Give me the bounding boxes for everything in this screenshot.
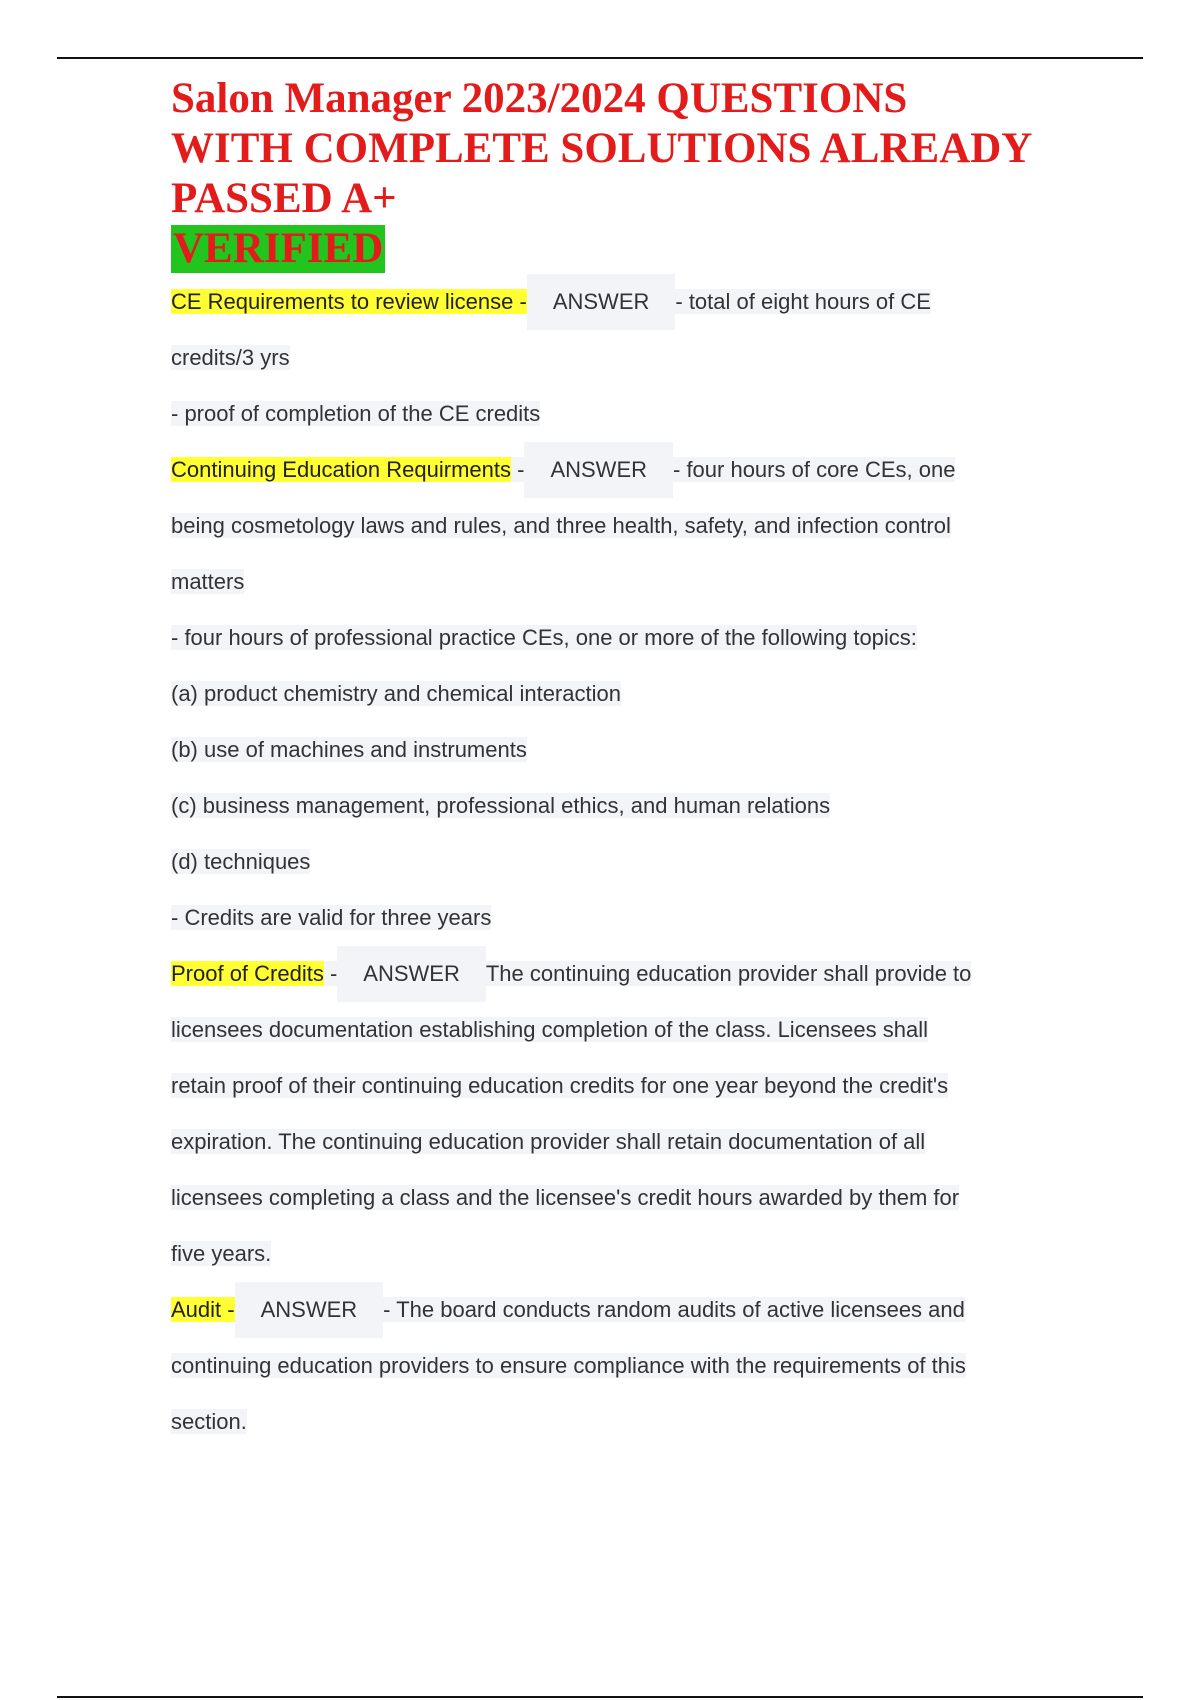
answer-line (171, 834, 1071, 890)
answer-label: ANSWER (527, 274, 676, 330)
document-body (171, 74, 1071, 1450)
answer-text: - four hours of core CEs, one (673, 457, 956, 482)
answer-line-text: - proof of completion of the CE credits (171, 401, 541, 426)
answer-line-text: (d) techniques (171, 849, 311, 874)
answer-label: ANSWER (235, 1282, 384, 1338)
qa-list (171, 274, 1071, 1450)
answer-line-text: (c) business management, professional ethics, and human relations (171, 793, 831, 818)
answer-line-text: five years. (171, 1241, 272, 1266)
answer-line (171, 1226, 1071, 1282)
qa-first-line (171, 442, 1071, 498)
answer-line (171, 666, 1071, 722)
answer-line (171, 1338, 1071, 1394)
question-term: Proof of Credits (171, 961, 324, 986)
answer-line-text: continuing education providers to ensure compliance with the requirements of this (171, 1353, 966, 1378)
question-term: Continuing Education Requirments (171, 457, 511, 482)
answer-line-text: (a) product chemistry and chemical interaction (171, 681, 621, 706)
answer-line (171, 778, 1071, 834)
title-line: PASSED A+ (171, 175, 397, 222)
answer-line (171, 1170, 1071, 1226)
qa-item (171, 1282, 1071, 1450)
question-term: CE Requirements to review license - (171, 289, 527, 314)
answer-line (171, 1394, 1071, 1450)
answer-line (171, 722, 1071, 778)
answer-label: ANSWER (337, 946, 486, 1002)
title-line: Salon Manager 2023/2024 QUESTIONS (171, 75, 908, 122)
qa-first-line (171, 274, 1071, 330)
answer-line (171, 330, 1071, 386)
answer-line-text: - four hours of professional practice CEs, one or more of the following topics: (171, 625, 917, 650)
answer-line-text: licensees completing a class and the licensee's credit hours awarded by them for (171, 1185, 960, 1210)
document-title (171, 74, 1071, 274)
answer-text: - total of eight hours of CE (675, 289, 931, 314)
qa-first-line (171, 946, 1071, 1002)
answer-text: - The board conducts random audits of active licensees and (383, 1297, 965, 1322)
qa-item (171, 442, 1071, 946)
term-separator: - (323, 961, 338, 986)
answer-line (171, 1114, 1071, 1170)
answer-line-text: being cosmetology laws and rules, and three health, safety, and infection control (171, 513, 951, 538)
top-rule (57, 57, 1143, 59)
answer-line (171, 386, 1071, 442)
qa-first-line (171, 1282, 1071, 1338)
answer-line-text: matters (171, 569, 245, 594)
answer-line (171, 1002, 1071, 1058)
answer-line (171, 498, 1071, 554)
question-term: Audit - (171, 1297, 235, 1322)
answer-line-text: licensees documentation establishing completion of the class. Licensees shall (171, 1017, 928, 1042)
qa-item (171, 274, 1071, 442)
answer-line-text: expiration. The continuing education provider shall retain documentation of all (171, 1129, 926, 1154)
verified-badge: VERIFIED (173, 225, 384, 272)
answer-line-text: retain proof of their continuing education credits for one year beyond the credit's (171, 1073, 949, 1098)
answer-line-text: section. (171, 1409, 247, 1434)
answer-line-text: (b) use of machines and instruments (171, 737, 527, 762)
answer-text: The continuing education provider shall provide to (485, 961, 972, 986)
title-line: WITH COMPLETE SOLUTIONS ALREADY (171, 125, 1033, 172)
answer-line (171, 554, 1071, 610)
answer-line-text: credits/3 yrs (171, 345, 290, 370)
answer-line-text: - Credits are valid for three years (171, 905, 492, 930)
qa-item (171, 946, 1071, 1282)
bottom-rule (57, 1696, 1143, 1698)
answer-line (171, 890, 1071, 946)
answer-label: ANSWER (524, 442, 673, 498)
term-separator: - (510, 457, 525, 482)
answer-line (171, 1058, 1071, 1114)
answer-line (171, 610, 1071, 666)
